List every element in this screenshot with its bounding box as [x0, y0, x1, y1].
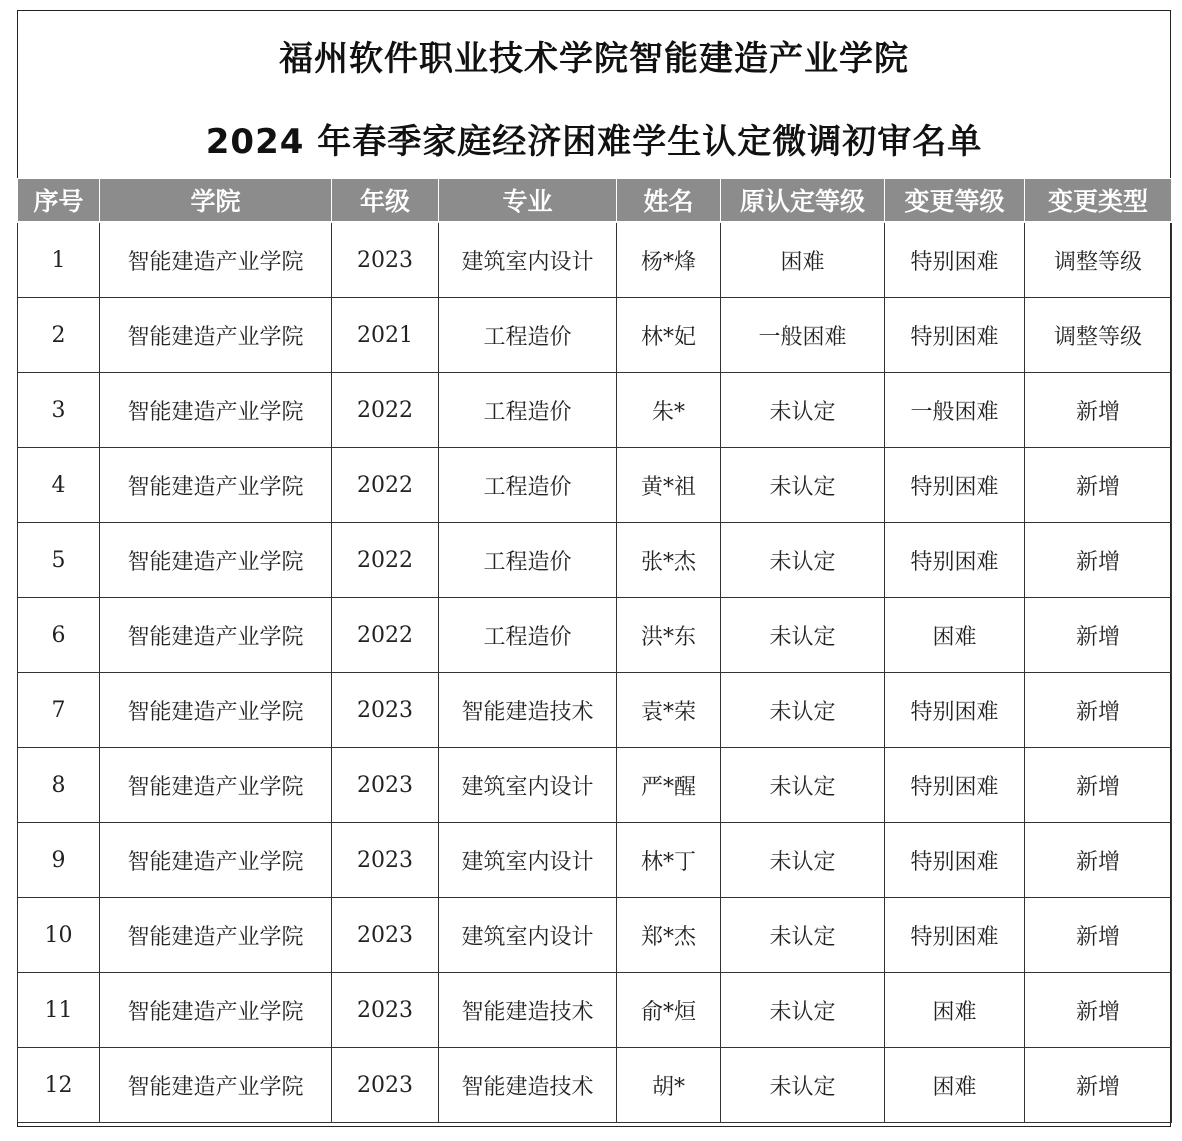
cell-new-level: 特别困难 — [885, 673, 1025, 748]
cell-college: 智能建造产业学院 — [100, 373, 332, 448]
cell-name: 林*妃 — [617, 298, 721, 373]
cell-index: 6 — [18, 598, 100, 673]
cell-original-level: 未认定 — [721, 598, 885, 673]
cell-original-level: 未认定 — [721, 898, 885, 973]
cell-index: 8 — [18, 748, 100, 823]
cell-change-type: 调整等级 — [1025, 298, 1172, 373]
cell-index: 5 — [18, 523, 100, 598]
cell-name: 黄*祖 — [617, 448, 721, 523]
cell-new-level: 特别困难 — [885, 898, 1025, 973]
cell-name: 胡* — [617, 1048, 721, 1123]
cell-name: 朱* — [617, 373, 721, 448]
cell-grade: 2023 — [332, 748, 439, 823]
header-grade: 年级 — [332, 179, 439, 223]
cell-grade: 2022 — [332, 523, 439, 598]
cell-grade: 2023 — [332, 673, 439, 748]
table-row — [18, 298, 1172, 373]
cell-new-level: 特别困难 — [885, 523, 1025, 598]
cell-major: 智能建造技术 — [439, 1048, 617, 1123]
title-block — [18, 11, 1170, 179]
cell-college: 智能建造产业学院 — [100, 523, 332, 598]
cell-major: 建筑室内设计 — [439, 898, 617, 973]
cell-original-level: 未认定 — [721, 748, 885, 823]
cell-grade: 2022 — [332, 373, 439, 448]
cell-name: 杨*烽 — [617, 222, 721, 298]
cell-new-level: 困难 — [885, 598, 1025, 673]
cell-major: 工程造价 — [439, 448, 617, 523]
cell-college: 智能建造产业学院 — [100, 448, 332, 523]
cell-new-level: 一般困难 — [885, 373, 1025, 448]
cell-name: 洪*东 — [617, 598, 721, 673]
cell-grade: 2023 — [332, 973, 439, 1048]
table-row — [18, 898, 1172, 973]
cell-major: 工程造价 — [439, 523, 617, 598]
header-name: 姓名 — [617, 179, 721, 223]
table-header — [18, 179, 1172, 223]
cell-major: 建筑室内设计 — [439, 222, 617, 298]
cell-original-level: 未认定 — [721, 673, 885, 748]
cell-college: 智能建造产业学院 — [100, 598, 332, 673]
document-title: 福州软件职业技术学院智能建造产业学院 — [279, 39, 909, 79]
cell-change-type: 新增 — [1025, 823, 1172, 898]
table-row — [18, 523, 1172, 598]
table-row — [18, 222, 1172, 298]
cell-change-type: 新增 — [1025, 898, 1172, 973]
cell-change-type: 新增 — [1025, 523, 1172, 598]
cell-index: 7 — [18, 673, 100, 748]
cell-major: 建筑室内设计 — [439, 748, 617, 823]
cell-original-level: 未认定 — [721, 823, 885, 898]
cell-change-type: 新增 — [1025, 1048, 1172, 1123]
cell-index: 9 — [18, 823, 100, 898]
cell-college: 智能建造产业学院 — [100, 673, 332, 748]
cell-change-type: 新增 — [1025, 673, 1172, 748]
cell-major: 建筑室内设计 — [439, 823, 617, 898]
cell-change-type: 新增 — [1025, 748, 1172, 823]
cell-original-level: 未认定 — [721, 973, 885, 1048]
table-row — [18, 973, 1172, 1048]
cell-index: 2 — [18, 298, 100, 373]
cell-grade: 2023 — [332, 222, 439, 298]
cell-major: 工程造价 — [439, 373, 617, 448]
cell-change-type: 新增 — [1025, 973, 1172, 1048]
header-new-level: 变更等级 — [885, 179, 1025, 223]
cell-original-level: 未认定 — [721, 523, 885, 598]
table-row — [18, 748, 1172, 823]
cell-major: 智能建造技术 — [439, 973, 617, 1048]
cell-name: 严*醒 — [617, 748, 721, 823]
header-change-type: 变更类型 — [1025, 179, 1172, 223]
cell-original-level: 未认定 — [721, 1048, 885, 1123]
table-row — [18, 598, 1172, 673]
cell-new-level: 特别困难 — [885, 298, 1025, 373]
cell-index: 10 — [18, 898, 100, 973]
cell-name: 林*丁 — [617, 823, 721, 898]
cell-name: 俞*烜 — [617, 973, 721, 1048]
cell-new-level: 困难 — [885, 973, 1025, 1048]
cell-original-level: 困难 — [721, 222, 885, 298]
cell-new-level: 困难 — [885, 1048, 1025, 1123]
table-row — [18, 448, 1172, 523]
document-subtitle: 2024 年春季家庭经济困难学生认定微调初审名单 — [205, 122, 983, 162]
cell-new-level: 特别困难 — [885, 823, 1025, 898]
table-row — [18, 1048, 1172, 1123]
cell-change-type: 新增 — [1025, 448, 1172, 523]
cell-grade: 2022 — [332, 448, 439, 523]
cell-college: 智能建造产业学院 — [100, 1048, 332, 1123]
header-college: 学院 — [100, 179, 332, 223]
cell-original-level: 未认定 — [721, 373, 885, 448]
cell-college: 智能建造产业学院 — [100, 823, 332, 898]
cell-name: 郑*杰 — [617, 898, 721, 973]
cell-grade: 2022 — [332, 598, 439, 673]
document-sheet — [17, 10, 1171, 1127]
cell-new-level: 特别困难 — [885, 448, 1025, 523]
cell-college: 智能建造产业学院 — [100, 898, 332, 973]
cell-index: 11 — [18, 973, 100, 1048]
cell-original-level: 未认定 — [721, 448, 885, 523]
cell-index: 1 — [18, 222, 100, 298]
cell-grade: 2021 — [332, 298, 439, 373]
cell-name: 袁*荣 — [617, 673, 721, 748]
cell-change-type: 新增 — [1025, 373, 1172, 448]
header-original-level: 原认定等级 — [721, 179, 885, 223]
cell-name: 张*杰 — [617, 523, 721, 598]
cell-college: 智能建造产业学院 — [100, 222, 332, 298]
cell-grade: 2023 — [332, 898, 439, 973]
cell-major: 工程造价 — [439, 598, 617, 673]
cell-college: 智能建造产业学院 — [100, 973, 332, 1048]
cell-original-level: 一般困难 — [721, 298, 885, 373]
cell-change-type: 调整等级 — [1025, 222, 1172, 298]
table-row — [18, 823, 1172, 898]
cell-change-type: 新增 — [1025, 598, 1172, 673]
student-roster-table — [17, 178, 1172, 1123]
cell-major: 工程造价 — [439, 298, 617, 373]
table-body — [18, 222, 1172, 1123]
header-index: 序号 — [18, 179, 100, 223]
cell-grade: 2023 — [332, 1048, 439, 1123]
table-row — [18, 373, 1172, 448]
cell-new-level: 特别困难 — [885, 222, 1025, 298]
cell-index: 12 — [18, 1048, 100, 1123]
cell-index: 4 — [18, 448, 100, 523]
header-row — [18, 179, 1172, 223]
cell-major: 智能建造技术 — [439, 673, 617, 748]
cell-college: 智能建造产业学院 — [100, 298, 332, 373]
cell-index: 3 — [18, 373, 100, 448]
cell-college: 智能建造产业学院 — [100, 748, 332, 823]
cell-grade: 2023 — [332, 823, 439, 898]
header-major: 专业 — [439, 179, 617, 223]
cell-new-level: 特别困难 — [885, 748, 1025, 823]
table-row — [18, 673, 1172, 748]
